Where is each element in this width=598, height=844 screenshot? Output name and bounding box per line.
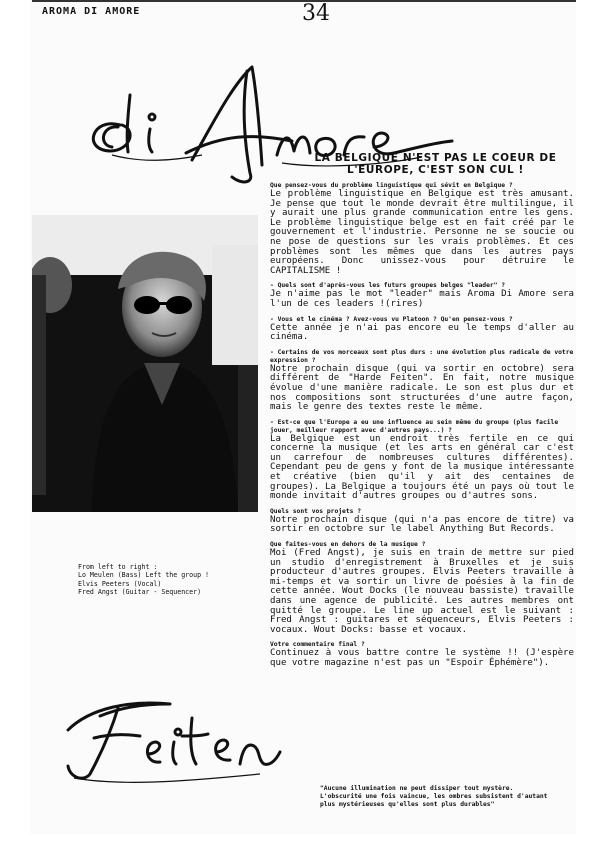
interview-answer: Moi (Fred Angst), je suis en train de mettre sur pied un studio d'enregistrement à Bruxelles et je suis producteur d'autres groupes. Elvis Peeters travaille à mi-temps et va sortir un livre de poésies à la fin de cette année. Wout Docks (le nouveau bassiste) travaille dans une agence de publicité. Les autres membres ont quitté le groupe. Le line up actuel est le suivant : Fred Angst : guitares et séquenceurs, Elvis Peeters : vocaux. Wout Docks: basse et vocaux. [270,548,574,635]
interview-answer: Notre prochain disque (qui va sortir en octobre) sera différent de "Harde Feiten". En fait, notre musique évolue d'une manière radicale. Le son est plus dur et nos compositions sont structurées d'une autre façon, mais le genre des textes reste le même. [270,363,574,413]
interview-answer: La Belgique est un endroit très fertile en ce qui concerne la musique (et les arts en général car c'est un carrefour de nombreuses cultures différentes). Cependant peu de gens y font de la musique intéressante et créative (bien qu'il y ait des centaines de groupes). La Belgique a toujours été un pays où tout le monde invitait d'autres groupes ou d'autres sons. [270,433,574,502]
interview-question: Que pensez-vous du problème linguistique qui sévit en Belgique ? [270,182,513,189]
interview-answer: Je n'aime pas le mot "leader" mais Aroma Di Amore sera l'un de ces leaders !(rires) [270,289,574,309]
interview-question: Quels sont vos projets ? [270,507,361,515]
page-number: 34 [302,1,330,26]
interview-answer: Continuez à vous battre contre le système !! (J'espère que votre magazine n'est pas un "Espoir Éphémère"). [270,648,574,668]
interview-question: - Certains de vos morceaux sont plus durs : une évolution plus radicale de votre expression ? [270,348,574,364]
interview-column [270,182,574,675]
headline: LA BELGIQUE N'EST PAS LE COEUR DE L'EUROPE, C'EST SON CUL ! [314,152,557,176]
band-photo [32,215,258,512]
interview-answer: Cette année je n'ai pas encore eu le temps d'aller au cinéma. [270,322,574,343]
interview-answer: Le problème linguistique en Belgique est très amusant. Je pense que tout le monde devrait être multilingue, il y aurait une plus grande communication entre les gens. Le problème linguistique belge est en fait créé par le gouvernement et l'industrie. Personne ne se soucie ou ne pose de questions sur les vrais problèmes. Et ces problèmes sont les mêmes que dans les autres pays européens. Donc unissez-vous pour détruire le CAPITALISME ! [270,189,574,276]
photo-caption: From left to right : Lo Meulen (Bass) Left the group ! Elvis Peeters (Vocal) Fred Angst (Guitar - Sequencer) [78,563,210,596]
interview-question: Votre commentaire final ? [270,641,365,649]
logo-feiten [60,678,285,788]
band-photo-image [32,215,258,512]
interview-question: - Est-ce que l'Europe a eu une influence au sein même du groupe (plus facile jouer, meilleur rapport avec d'autres pays...) ? [270,418,559,434]
interview-answer: Notre prochain disque (qui n'a pas encore de titre) va sortir en octobre sur le label Anything But Records. [270,514,574,535]
interview-question: - Vous et le cinéma ? Avez-vous vu Platoon ? Qu'en pensez-vous ? [270,315,513,323]
interview-question: Que faites-vous en dehors de la musique ? [270,541,426,549]
closing-quote: "Aucune illumination ne peut dissiper tout mystère. L'obscurité une fois vaincue, les ombres subsistent d'autant plus mystérieuses qu'elles sont plus durables" [320,785,548,808]
magazine-header: AROMA DI AMORE [42,6,141,17]
interview-question: - Quels sont d'après-vous les futurs groupes belges "leader" ? [270,282,506,290]
